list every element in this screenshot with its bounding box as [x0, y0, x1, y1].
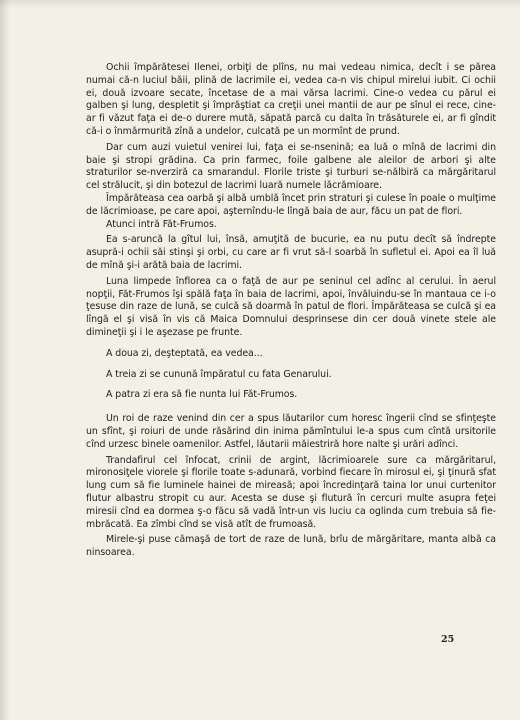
paragraph-1: Ochii împărătesei Ilenei, orbiţi de plîns, nu mai vedeau nimica, decît i se părea numai că-n luciul băii, plină de lacrimile ei, vedea ca-n vis chipul mirelui iubit. Ci ochii ei, două izvoare secate, încetase de a mai vărsa lacrimi. Cine-o vedea cu părul ei galben şi lung, despletit şi împrăştiat ca creţii unei mantii de aur pe sînul ei rece, cine-ar fi văzut faţa ei de-o durere mută, săpată parcă cu dalta în trăsăturele ei, ar fi gîndit că-i o înmărmurită zînă a undelor, culcată pe un mormînt de prund. — [86, 62, 496, 137]
page-body — [86, 62, 496, 560]
paragraph-8: A treia zi se cunună împăratul cu fata Genarului. — [106, 368, 332, 380]
paragraph-11: Trandafirul cel înfocat, crinii de argint, lăcrimioarele sure ca mărgăritarul, mironosiţele viorele şi florile toate s-adunară, vorbind fiecare în mirosul ei, şi ţinură sfat lung cum să fie luminele hainei de mireasă; apoi încredinţară taina lor unui curtenitor flutur albastru stropit cu aur. Acesta se duse şi flutură în cercuri multe asupra feţei miresii cînd ea dormea ş-o făcu să vadă într-un vis luciu ca oglinda cum trebuia să fie-mbrăcată. Ea zîmbi cînd se visă atît de frumoasă. — [86, 454, 496, 530]
paragraph-2: Dar cum auzi vuietul venirei lui, faţa ei se-nsenină; ea luă o mînă de lacrimi din baie şi stropi grădina. Ca prin farmec, foile galbene ale aleilor de arbori şi alte straturilor se-nverziră ca smarandul. Florile triste şi turburi se-nălbiră ca mărgăritarul cel strălucit, şi din botezul de lacrimi luară numele lăcrămioare. — [86, 141, 496, 192]
paragraph-3: Împărăteasa cea oarbă şi albă umblă încet prin straturi şi culese în poale o mulţime de lăcrimioase, pe care apoi, aşternîndu-le lîngă baia de aur, făcu un pat de flori. — [86, 192, 496, 217]
scan-shadow — [0, 0, 10, 720]
page-number: 25 — [441, 634, 455, 645]
scan-shadow-top — [0, 0, 520, 8]
paragraph-6: Luna limpede înflorea ca o faţă de aur pe seninul cel adînc al cerului. În aerul nopţii, Făt-Frumos îşi spălă faţa în baia de lacrimi, apoi, învăluindu-se în mantaua ce i-o ţesuse din raze de lună, se culcă să doarmă în patul de flori. Împărăteasa se culcă şi ea lîngă el şi visă în vis că Maica Domnului desprinsese din cer două vinete stele ale dimineţii şi i le aşezase pe frunte. — [86, 275, 496, 338]
paragraph-5: Ea s-aruncă la gîtul lui, însă, amuţită de bucurie, ea nu putu decît să îndrepte asupră-i ochii săi stinşi şi orbi, cu care ar fi vrut să-l soarbă în sufletul ei. Apoi ea îl luă de mînă şi-i arătă baia de lacrimi. — [86, 234, 496, 271]
paragraph-10: Un roi de raze venind din cer a spus lăutarilor cum horesc îngerii cînd se sfinţeşte un sfînt, şi roiuri de unde răsărind din inima pămîntului le-a spus cum cîntă ursitorile cînd urzesc binele oamenilor. Astfel, lăutarii măiestriră hore nalte şi urări adînci. — [86, 413, 496, 450]
paragraph-4: Atunci intră Făt-Frumos. — [106, 218, 217, 230]
paragraph-12: Mirele-şi puse cămaşă de tort de raze de lună, brîu de mărgăritare, manta albă ca ninsoarea. — [86, 534, 496, 559]
paragraph-9: A patra zi era să fie nunta lui Făt-Frumos. — [106, 389, 298, 401]
paragraph-7: A doua zi, deşteptată, ea vedea... — [106, 347, 263, 359]
